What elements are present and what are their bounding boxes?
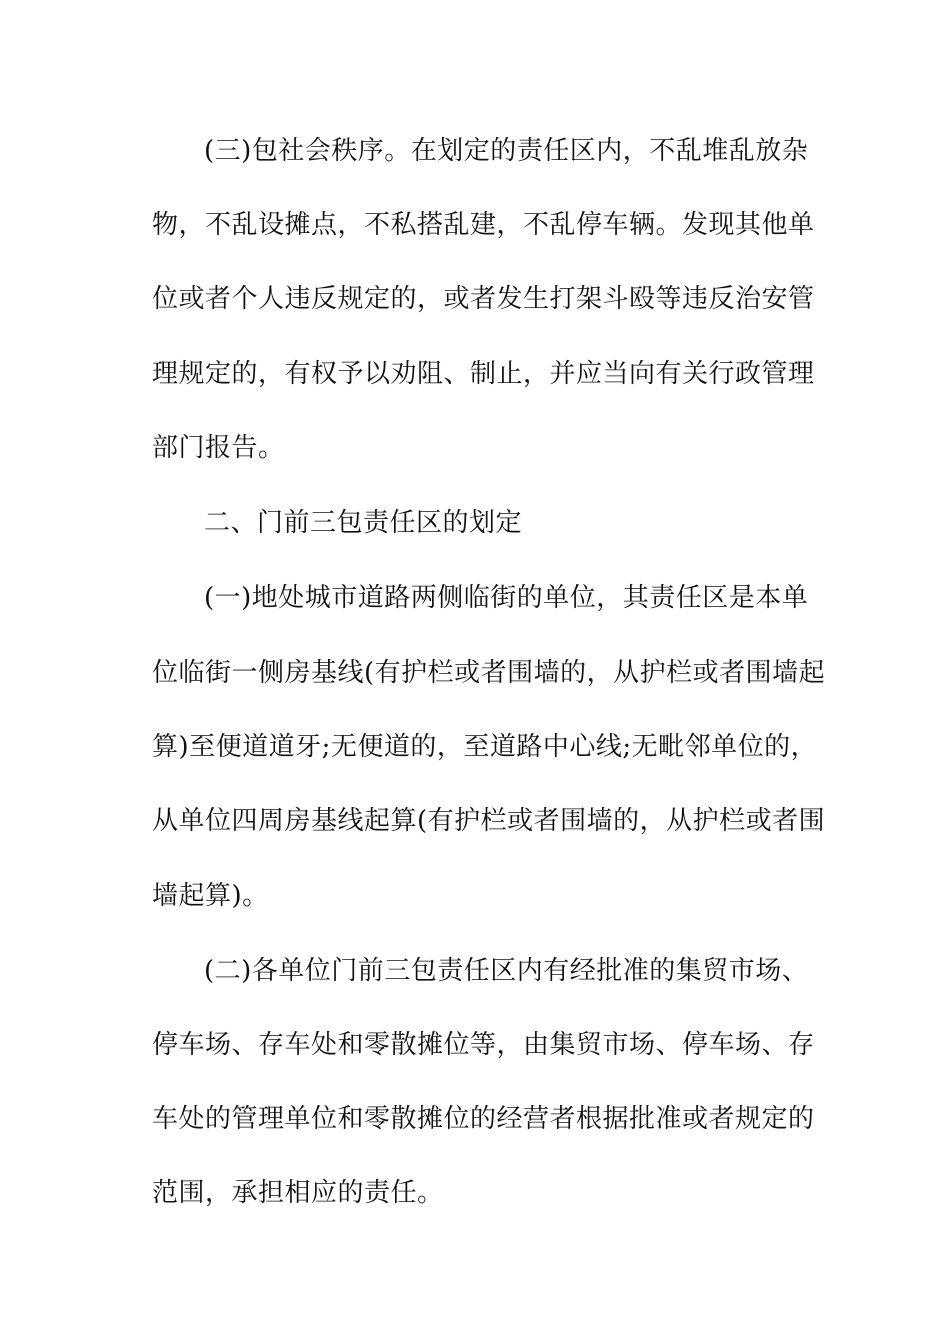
paragraph-4-line-1: (二)各单位门前三包责任区内有经批准的集贸市场、 [204, 956, 809, 986]
paragraph-1-line-1: (三)包社会秩序。在划定的责任区内，不乱堆乱放杂 [204, 136, 809, 166]
paragraph-3-line-5: 墙起算)。 [152, 881, 269, 911]
paragraph-1-line-5: 部门报告。 [152, 433, 285, 463]
paragraph-4-line-4: 范围，承担相应的责任。 [152, 1178, 444, 1208]
paragraph-1-line-3: 位或者个人违反规定的，或者发生打架斗殴等违反治安管 [152, 284, 815, 314]
paragraph-3-line-4: 从单位四周房基线起算(有护栏或者围墙的，从护栏或者围 [152, 806, 826, 836]
paragraph-1-line-2: 物，不乱设摊点，不私搭乱建，不乱停车辆。发现其他单 [152, 210, 815, 240]
paragraph-1-line-4: 理规定的，有权予以劝阻、制止，并应当向有关行政管理 [152, 359, 815, 389]
paragraph-3-line-1: (一)地处城市道路两侧临街的单位，其责任区是本单 [204, 583, 809, 613]
paragraph-3-line-2: 位临街一侧房基线(有护栏或者围墙的，从护栏或者围墙起 [152, 658, 826, 688]
paragraph-4-line-3: 车处的管理单位和零散摊位的经营者根据批准或者规定的 [152, 1104, 815, 1134]
paragraph-3-line-3: 算)至便道道牙;无便道的，至道路中心线;无毗邻单位的， [152, 732, 818, 762]
section-heading: 二、门前三包责任区的划定 [204, 508, 523, 538]
paragraph-4-line-2: 停车场、存车处和零散摊位等，由集贸市场、停车场、存 [152, 1030, 815, 1060]
